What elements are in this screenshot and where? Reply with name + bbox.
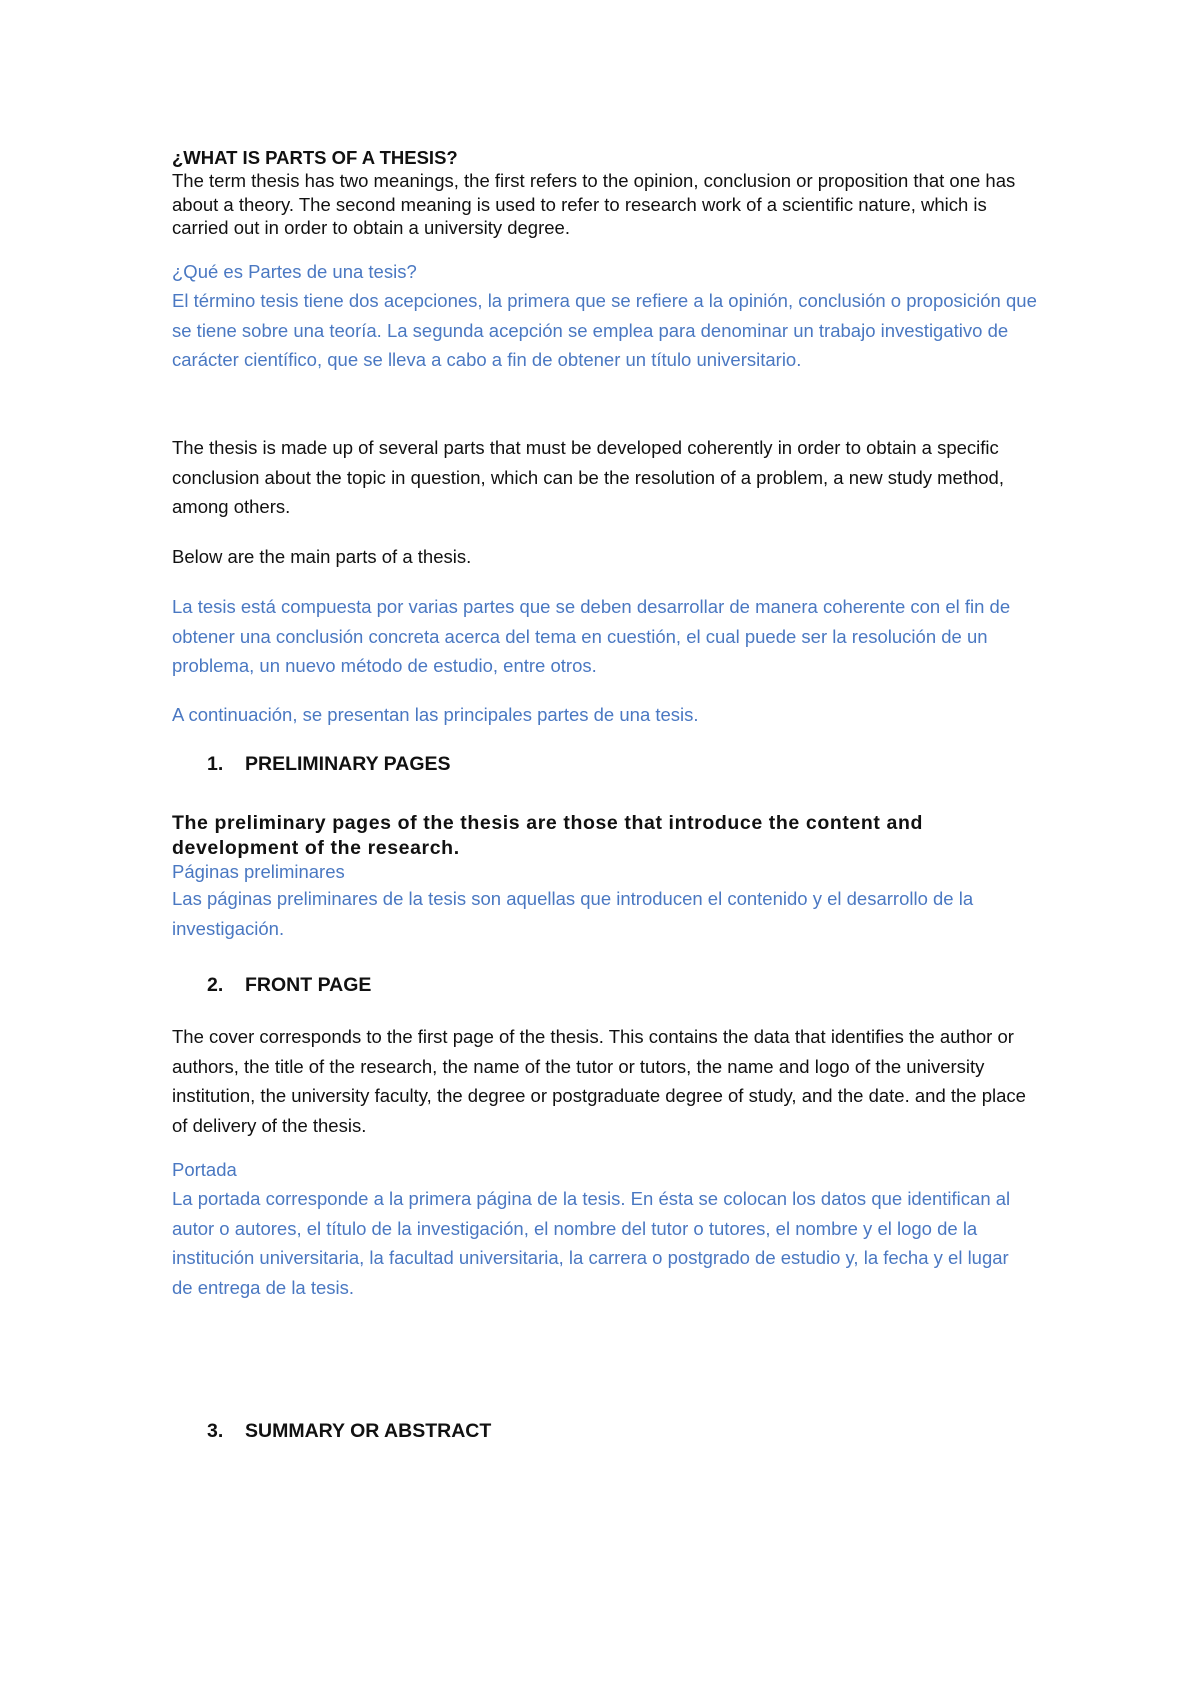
front-page-title-es: Portada	[172, 1159, 237, 1180]
preliminary-body-es: Las páginas preliminares de la tesis son aquellas que introducen el contenido y el desarrollo de la investigación.	[172, 888, 974, 939]
front-page-body-es: La portada corresponde a la primera página de la tesis. En ésta se colocan los datos que identifican al autor o autores, el título de la investigación, el nombre del tutor o tutores, el nombre y el logo de la institución universitaria, la facultad universitaria, la carrera o postgrado de estudio y, la fecha y el lugar de entrega de la tesis.	[172, 1188, 1011, 1298]
section-heading-summary	[207, 1420, 491, 1443]
question-body-en: The term thesis has two meanings, the first refers to the opinion, conclusion or proposition that one has about a theory. The second meaning is used to refer to research work of a scientific nature, which is carried out in order to obtain a university degree.	[172, 170, 1016, 238]
section-number: 1.	[207, 753, 224, 775]
question-body-es: El término tesis tiene dos acepciones, la primera que se refiere a la opinión, conclusión o proposición que se tiene sobre una teoría. La segunda acepción se emplea para denominar un trabajo investigativo de carácter científico, que se lleva a cabo a fin de obtener un título universitario.	[172, 290, 1037, 370]
preliminary-title-es: Páginas preliminares	[172, 861, 345, 882]
below-text-en: Below are the main parts of a thesis.	[172, 546, 472, 567]
intro-paragraph-es: La tesis está compuesta por varias partes que se deben desarrollar de manera coherente con el fin de obtener una conclusión concreta acerca del tema en cuestión, el cual puede ser la resolución de un problema, un nuevo método de estudio, entre otros.	[172, 596, 1011, 676]
question-title-es: ¿Qué es Partes de una tesis?	[172, 261, 417, 282]
section-title: PRELIMINARY PAGES	[245, 753, 451, 775]
section-number: 3.	[207, 1420, 224, 1442]
section-title: FRONT PAGE	[245, 974, 372, 996]
section-number: 2.	[207, 974, 224, 996]
section-heading-preliminary	[207, 753, 451, 776]
preliminary-body-en: The preliminary pages of the thesis are those that introduce the content and development of the research.	[172, 812, 923, 859]
question-title-en: ¿WHAT IS PARTS OF A THESIS?	[172, 147, 458, 168]
front-page-body-en: The cover corresponds to the first page of the thesis. This contains the data that identifies the author or authors, the title of the research, the name of the tutor or tutors, the name and logo of the university institution, the university faculty, the degree or postgraduate degree of study, and the date. and the place of delivery of the thesis.	[172, 1026, 1026, 1136]
intro-paragraph-en: The thesis is made up of several parts that must be developed coherently in order to obtain a specific conclusion about the topic in question, which can be the resolution of a problem, a new study method, among others.	[172, 437, 1004, 517]
section-heading-front-page	[207, 974, 371, 997]
below-text-es: A continuación, se presentan las principales partes de una tesis.	[172, 704, 699, 725]
section-title: SUMMARY OR ABSTRACT	[245, 1420, 492, 1442]
